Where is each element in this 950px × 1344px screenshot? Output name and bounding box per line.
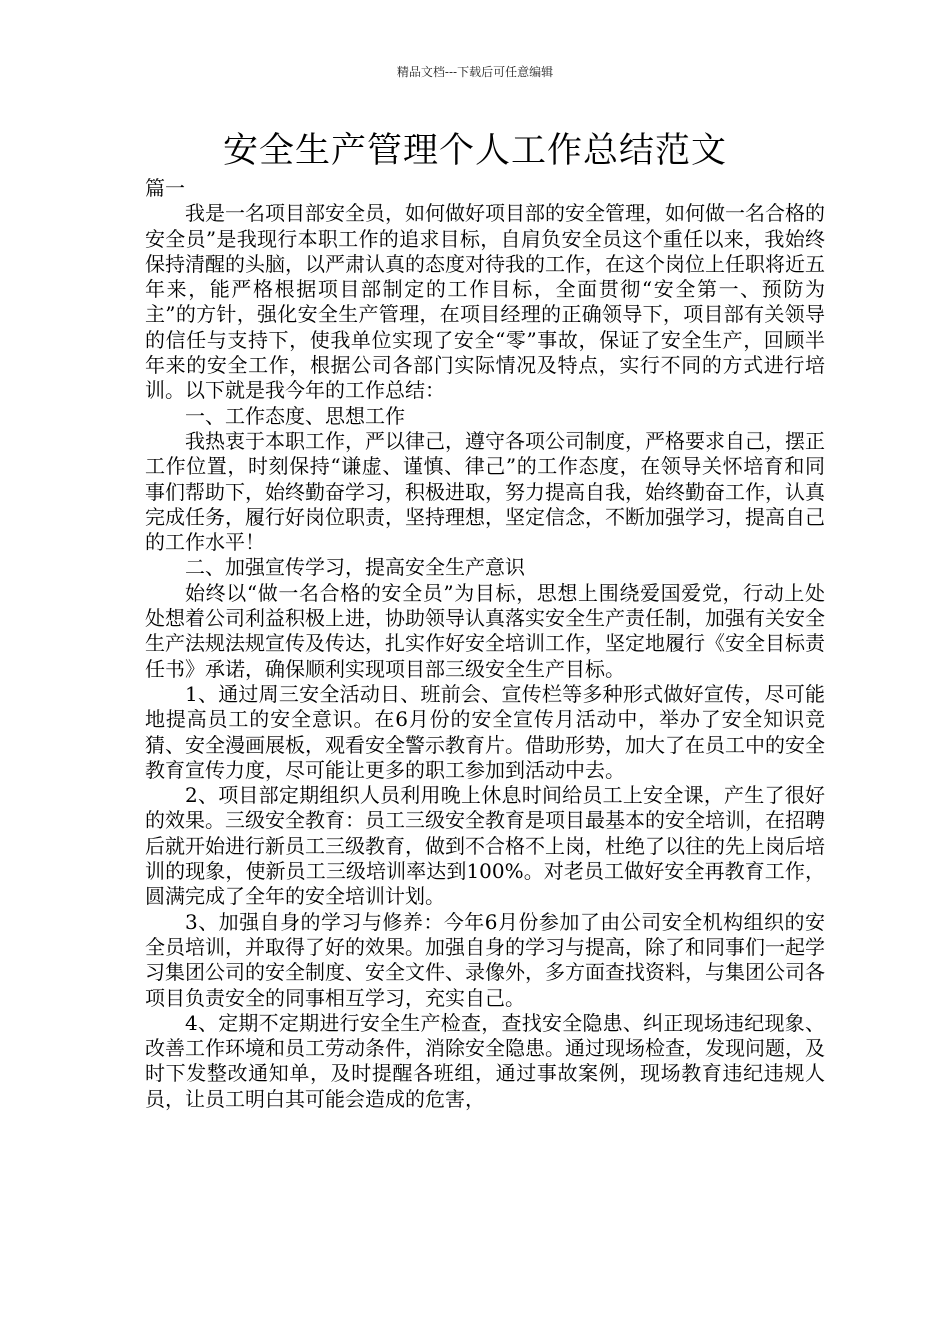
paragraph-safety-goal: 始终以“做一名合格的安全员”为目标，思想上围绕爱国爱党，行动上处处想着公司利益积极上进，协助领导认真落实安全生产责任制，加强有关安全生产法规法规宣传及传达，扎实作好安全培训工作，坚定地履行《安全目标责任书》承诺，确保顺利实现项目部三级安全生产目标。	[145, 580, 825, 681]
paragraph-work-attitude: 我热衷于本职工作，严以律己，遵守各项公司制度，严格要求自己，摆正工作位置，时刻保持“谦虚、谨慎、律己”的工作态度，在领导关怀培育和同事们帮助下，始终勤奋学习，积极进取，努力提高自我，始终勤奋工作，认真完成任务，履行好岗位职责，坚持理想，坚定信念，不断加强学习，提高自己的工作水平！	[145, 428, 825, 555]
heading-work-attitude: 一、工作态度、思想工作	[185, 403, 405, 428]
paragraph-intro: 我是一名项目部安全员，如何做好项目部的安全管理，如何做一名合格的安全员”是我现行本职工作的追求目标，自肩负安全员这个重任以来，我始终保持清醒的头脑，以严肃认真的态度对待我的工作，在这个岗位上任职将近五年来，能严格根据项目部制定的工作目标，全面贯彻“安全第一、预防为主”的方针，强化安全生产管理，在项目经理的正确领导下，项目部有关领导的信任与支持下，使我单位实现了安全“零”事故，保证了安全生产，回顾半年来的安全工作，根据公司各部门实际情况及特点，实行不同的方式进行培训。以下就是我今年的工作总结：	[145, 201, 825, 403]
document-title: 安全生产管理个人工作总结范文	[222, 131, 727, 171]
paragraph-item-1: 1、通过周三安全活动日、班前会、宣传栏等多种形式做好宣传，尽可能地提高员工的安全意识。在6月份的安全宣传月活动中，举办了安全知识竞猜、安全漫画展板，观看安全警示教育片。借助形势，加大了在员工中的安全教育宣传力度，尽可能让更多的职工参加到活动中去。	[145, 681, 825, 782]
section-label: 篇一	[145, 176, 185, 200]
document-body	[145, 176, 825, 1112]
paragraph-item-4: 4、定期不定期进行安全生产检查，查找安全隐患、纠正现场违纪现象、改善工作环境和员工劳动条件，消除安全隐患。通过现场检查，发现问题，及时下发整改通知单，及时提醒各班组，通过事故案例，现场教育违纪违规人员，让员工明白其可能会造成的危害，	[145, 1010, 825, 1111]
paragraph-item-2: 2、项目部定期组织人员利用晚上休息时间给员工上安全课，产生了很好的效果。三级安全教育：员工三级安全教育是项目最基本的安全培训，在招聘后就开始进行新员工三级教育，做到不合格不上岗，杜绝了以往的先上岗后培训的现象，使新员工三级培训率达到100%。对老员工做好安全再教育工作，圆满完成了全年的安全培训计划。	[145, 783, 825, 909]
heading-safety-awareness: 二、加强宣传学习，提高安全生产意识	[185, 555, 525, 580]
paragraph-item-3: 3、加强自身的学习与修养：今年6月份参加了由公司安全机构组织的安全员培训，并取得了好的效果。加强自身的学习与提高，除了和同事们一起学习集团公司的安全制度、安全文件、录像外，多方面查找资料，与集团公司各项目负责安全的同事相互学习，充实自己。	[145, 909, 825, 1010]
page-header: 精品文档---下载后可任意编辑	[396, 65, 554, 79]
